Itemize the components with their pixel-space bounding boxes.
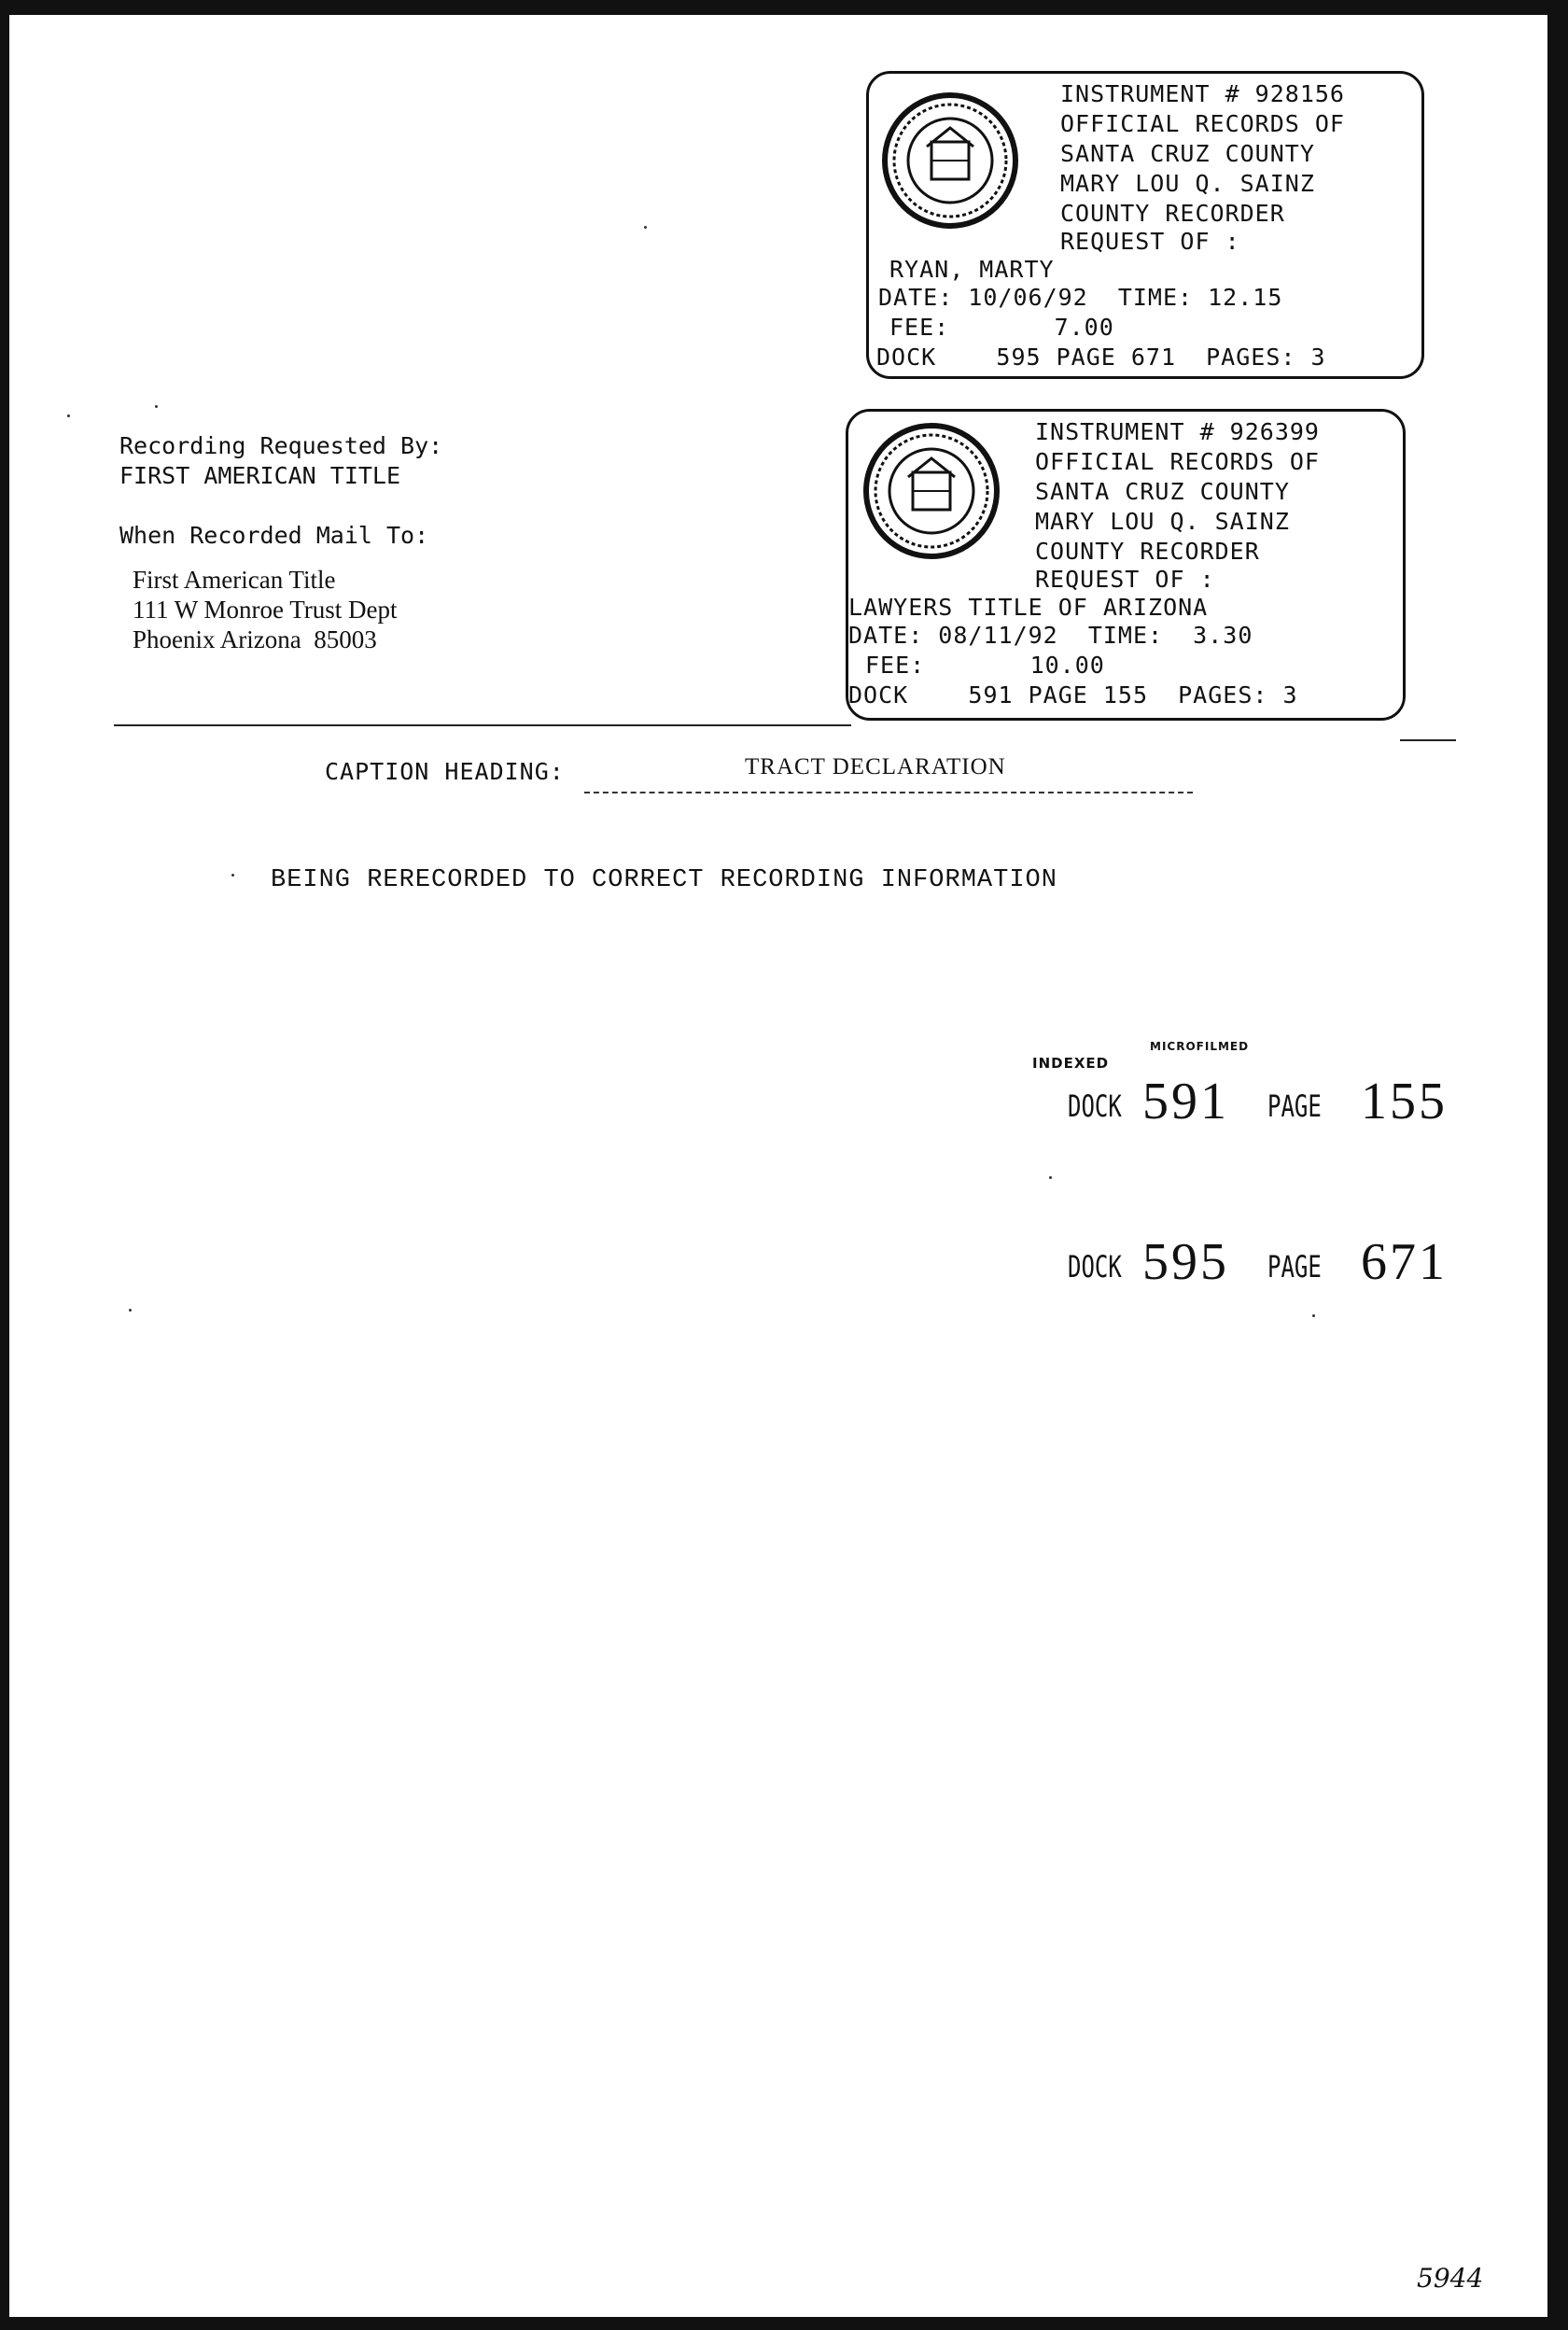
page-number: 155 [1361,1073,1448,1130]
scan-speck [644,226,647,229]
stamp-book: DOCK 591 PAGE 155 PAGES: 3 [848,681,1298,709]
recorder-stamp-top [866,71,1424,379]
scan-speck [1312,1314,1315,1317]
stamp-book: DOCK 595 PAGE 671 PAGES: 3 [876,344,1326,371]
requested-by-label: Recording Requested By: [119,432,443,459]
scan-speck [155,405,158,408]
scan-speck [1049,1176,1052,1179]
scan-speck [231,874,234,877]
caption-heading-label: CAPTION HEADING: [325,758,565,785]
county-seal-icon [861,421,1001,561]
scan-speck [129,1309,132,1312]
stamp-line: REQUEST OF : [1035,566,1215,593]
mail-to-line: Phoenix Arizona 85003 [133,625,377,653]
instrument-number: INSTRUMENT # 928156 [1060,80,1345,107]
recorder-stamp-bottom [846,409,1406,721]
stamp-line: OFFICIAL RECORDS OF [1035,448,1320,475]
body-statement: BEING RERECORDED TO CORRECT RECORDING INFORMATION [271,866,1057,894]
stamp-line: OFFICIAL RECORDS OF [1060,110,1345,137]
book-number: 595 [1142,1233,1229,1291]
stamp-requester: LAWYERS TITLE OF ARIZONA [848,594,1209,621]
scan-speck [67,414,70,417]
mail-to-line: 111 W Monroe Trust Dept [133,596,398,624]
stamp-line: SANTA CRUZ COUNTY [1060,140,1315,167]
book-label: DOCK [1068,1088,1122,1124]
stamp-line: MARY LOU Q. SAINZ [1035,508,1290,535]
stamp-line: MARY LOU Q. SAINZ [1060,170,1315,197]
stamp-fee: FEE: 7.00 [889,314,1114,341]
caption-underline [584,792,1193,793]
book-number: 591 [1142,1073,1229,1130]
page-number: 671 [1361,1233,1448,1291]
caption-heading-value: TRACT DECLARATION [745,754,1006,779]
page-label: PAGE [1267,1249,1322,1284]
stamp-fee: FEE: 10.00 [865,652,1105,679]
mail-to-label: When Recorded Mail To: [119,522,429,549]
separator-rule [114,724,851,726]
stamp-line: SANTA CRUZ COUNTY [1035,478,1290,505]
stamp-line: COUNTY RECORDER [1035,538,1260,565]
requested-by-value: FIRST AMERICAN TITLE [119,462,401,489]
separator-rule [1400,739,1456,741]
stamp-requester: RYAN, MARTY [889,256,1055,283]
page-label: PAGE [1267,1088,1322,1124]
book-label: DOCK [1068,1249,1122,1284]
handwritten-number: 5944 [1417,2263,1484,2294]
stamp-line: COUNTY RECORDER [1060,200,1285,227]
stamp-date: DATE: 08/11/92 TIME: 3.30 [848,622,1253,649]
indexed-stamp: INDEXED [1032,1055,1110,1072]
mail-to-line: First American Title [133,566,336,594]
county-seal-icon [880,91,1020,231]
stamp-line: REQUEST OF : [1060,228,1240,255]
microfilmed-stamp: MICROFILMED [1150,1040,1250,1053]
stamp-date: DATE: 10/06/92 TIME: 12.15 [878,284,1283,311]
instrument-number: INSTRUMENT # 926399 [1035,418,1320,445]
